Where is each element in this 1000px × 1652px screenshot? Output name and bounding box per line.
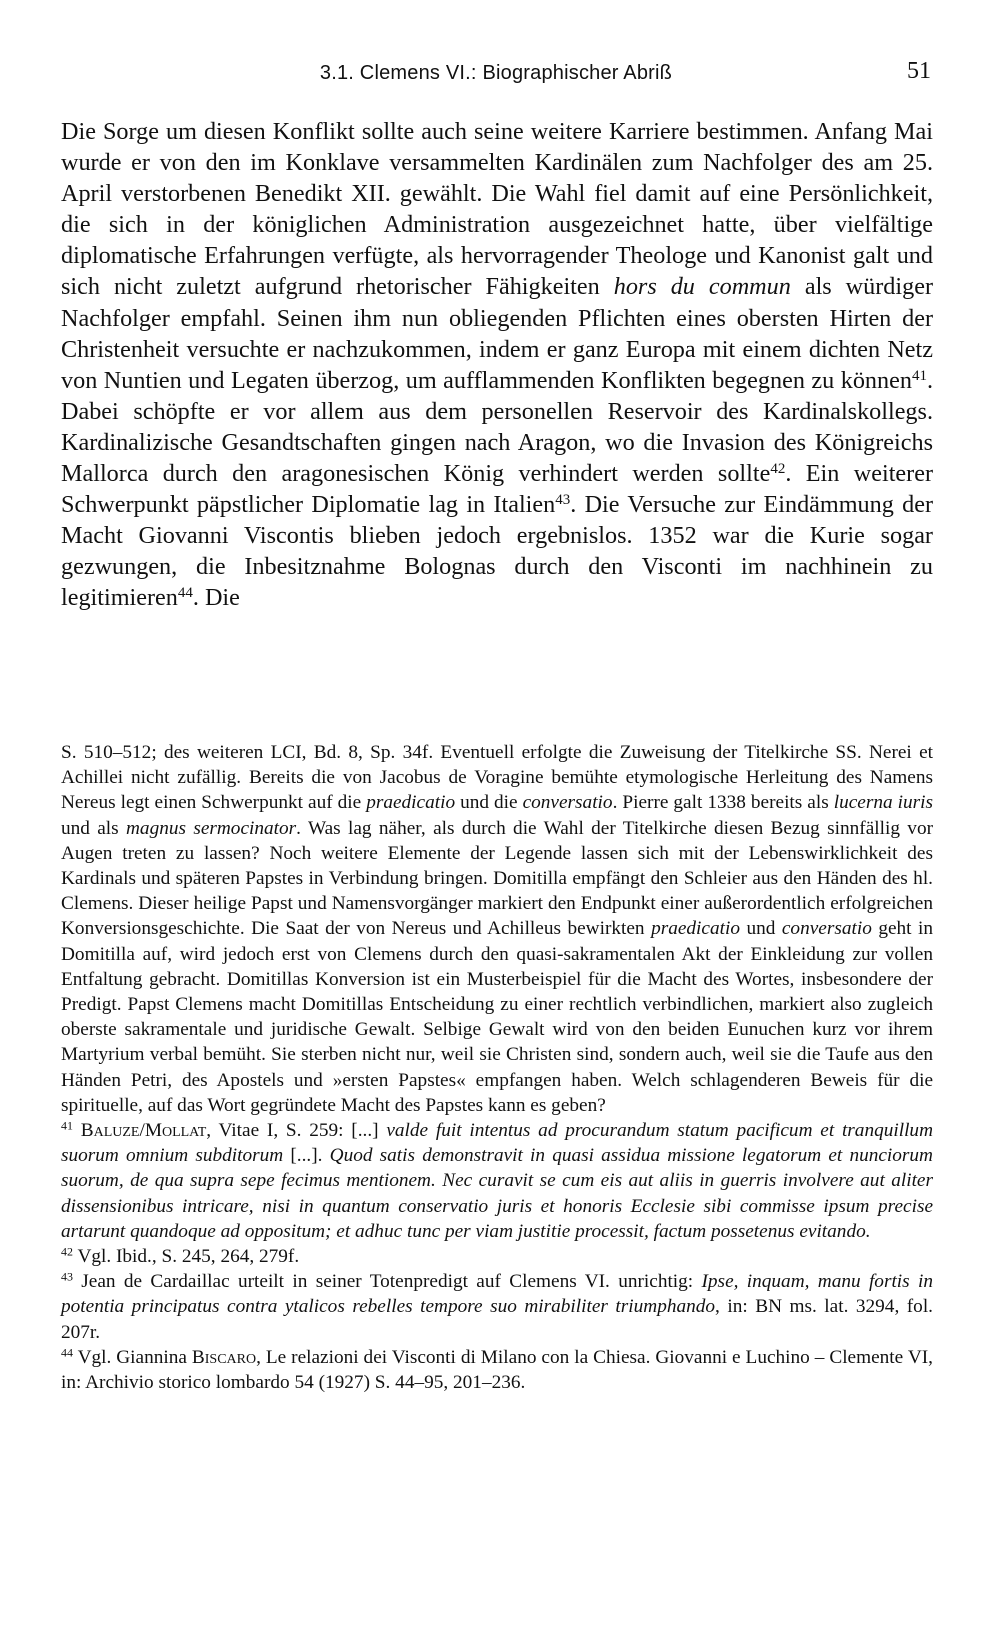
- footnote-43: [61, 1269, 933, 1345]
- footnote-text: . Was lag näher, als durch die Wahl der Titelkirche diesen Bezug sinnfällig vor Augen treten zu lassen? Noch weitere Elemente der Legende lassen sich mit der Lebenswirklichkeit des Kardinals und späteren Papstes in Verbindung bringen. Domitilla empfängt den Schleier aus den Händen des hl. Clemens. Dieser heilige Papst und Namensvorgänger markiert den Endpunkt einer außerordentlich erfolgreichen Konversionsgeschichte. Die Saat der von Nereus und Achilleus bewirkten: [61, 817, 934, 940]
- footnote-italic: conversatio: [522, 792, 613, 814]
- footnote-continuation: [61, 740, 933, 1118]
- running-title: 3.1. Clemens VI.: Biographischer Abriß: [319, 62, 673, 84]
- body-text-segment: . Die: [192, 584, 240, 612]
- footnote-42: [61, 1244, 933, 1269]
- body-text-segment: . Ein weiterer Schwerpunkt päpstlicher Diplomatie lag in Italien: [61, 460, 933, 519]
- page-number: 51: [907, 58, 931, 84]
- footnote-author: Baluze/Mollat: [80, 1120, 207, 1142]
- footnote-text: und die: [455, 792, 523, 814]
- footnote-number: 44: [61, 1345, 73, 1360]
- footnote-text: und: [739, 918, 782, 940]
- footnote-italic: Quod satis demonstravit in quasi assidua missione legatorum et nunciorum suorum, de qua supra sepe fecimus mentionem. Nec curavit se cum eis aut aliis in guerris involvere aut aliter dissensionibus intricare, nisi in quantum conservatio juris et honoris Ecclesie sibi commisse ipsum precise artarunt quandoque ad oppositum; et adhuc tunc per viam justitie processit, factum possetenus evitando.: [61, 1145, 933, 1242]
- footnote-italic: conversatio: [781, 918, 872, 940]
- footnote-italic: lucerna iuris: [833, 792, 933, 814]
- body-text-segment: . Dabei schöpfte er vor allem aus dem personellen Reservoir des Kardinalskollegs. Kardinalizische Gesandtschaften gingen nach Aragon, wo die Invasion des Königreichs Mallorca durch den aragonesischen König verhindert werden sollte: [61, 366, 933, 488]
- footnote-text: . Pierre galt 1338 bereits als: [612, 792, 834, 814]
- footnote-ref-42: 42: [770, 460, 786, 477]
- footnote-ref-44: 44: [177, 585, 193, 602]
- footnote-41: [61, 1118, 933, 1244]
- footnote-text: , Vitae I, S. 259: [...]: [206, 1120, 387, 1142]
- footnote-text: , Le relazioni dei Visconti di Milano con la Chiesa. Giovanni e Luchino – Clemente VI, in: Archivio storico lombardo 54 (1927) S. 44–95, 201–236.: [61, 1346, 933, 1394]
- running-head: [61, 58, 931, 90]
- body-text-segment: als würdiger Nachfolger empfahl. Seinen ihm nun obliegenden Pflichten eines obersten Hirten der Christenheit versuchte er nachzukommen, indem er ganz Europa mit einem dichten Netz von Nuntien und Legaten überzog, um aufflammenden Konflikten begegnen zu können: [61, 273, 933, 394]
- footnote-text: Vgl. Giannina: [77, 1346, 192, 1368]
- footnote-number: 41: [61, 1118, 73, 1133]
- footnote-text: S. 510–512; des weiteren LCI, Bd. 8, Sp. 34f. Eventuell erfolgte die Zuweisung der Titelkirche SS. Nerei et Achillei nicht zufällig. Bereits die von Jacobus de Voragine bemühte etymologische Herleitung des Namens Nereus legt einen Schwerpunkt auf die: [61, 742, 933, 814]
- footnote-text: Jean de Cardaillac urteilt in seiner Totenpredigt auf Clemens VI. unrichtig:: [81, 1271, 702, 1293]
- footnote-text: und als: [61, 817, 126, 839]
- footnote-italic: valde fuit intentus ad procurandum statum pacificum et tranquillum suorum omnium subditorum: [61, 1120, 934, 1167]
- footnote-italic: magnus sermocinator: [126, 817, 297, 839]
- footnote-ref-41: 41: [911, 367, 927, 384]
- footnote-italic: praedicatio: [366, 792, 456, 814]
- footnotes-section: [61, 740, 933, 1395]
- footnote-44: [61, 1345, 933, 1395]
- footnote-number: 42: [61, 1244, 73, 1259]
- footnote-italic: praedicatio: [651, 918, 740, 940]
- footnote-ref-43: 43: [555, 491, 571, 508]
- footnote-text: Vgl. Ibid., S. 245, 264, 279f.: [77, 1246, 300, 1268]
- body-text-segment: . Die Versuche zur Eindämmung der Macht Giovanni Viscontis blieben jedoch ergebnislos. 1352 war die Kurie sogar gezwungen, die Inbesitznahme Bolognas durch den Visconti im nachhinein zu legitimieren: [61, 491, 933, 612]
- footnote-text: geht in Domitilla auf, wird jedoch erst von Clemens durch den quasi-sakramentalen Akt der Einkleidung zur vollen Entfaltung gebracht. Domitillas Konversion ist ein Musterbeispiel für die Macht des Wortes, insbesondere der Predigt. Papst Clemens macht Domitillas Entscheidung zu einer rechtlich verbindlichen, markiert also zugleich oberste sakramentale und juridische Gewalt. Selbige Gewalt wird von den beiden Eunuchen kurz vor ihrem Martyrium verbal bemüht. Sie sterben nicht nur, weil sie Christen sind, sondern auch, weil sie die Taufe aus den Händen Petri, des Apostels und »ersten Papstes« empfangen haben. Welch schlagenderen Beweis für die spirituelle, auf das Wort gegründete Macht des Papstes kann es geben?: [61, 918, 934, 1116]
- body-italic-phrase: hors du commun: [613, 273, 791, 301]
- footnote-italic: Ipse, inquam, manu fortis in potentia principatus contra ytalicos rebelles tempore suo mirabiliter triumphando: [61, 1271, 934, 1318]
- body-text-segment: Die Sorge um diesen Konflikt sollte auch seine weitere Karriere bestimmen. Anfang Mai wurde er von den im Konklave versammelten Kardinälen zum Nachfolger des am 25. April verstorbenen Benedikt XII. gewählt. Die Wahl fiel damit auf eine Persönlichkeit, die sich in der königlichen Administration ausgezeichnet hatte, über vielfältige diplomatische Erfahrungen verfügte, als hervorragender Theologe und Kanonist galt und sich nicht zuletzt aufgrund rhetorischer Fähigkeiten: [61, 118, 933, 301]
- footnote-number: 43: [61, 1269, 73, 1284]
- main-paragraph: [61, 116, 933, 614]
- footnote-author: Biscaro: [191, 1346, 257, 1368]
- footnote-text: [...].: [283, 1145, 330, 1167]
- footnote-text: , in: BN ms. lat. 3294, fol. 207r.: [61, 1296, 934, 1343]
